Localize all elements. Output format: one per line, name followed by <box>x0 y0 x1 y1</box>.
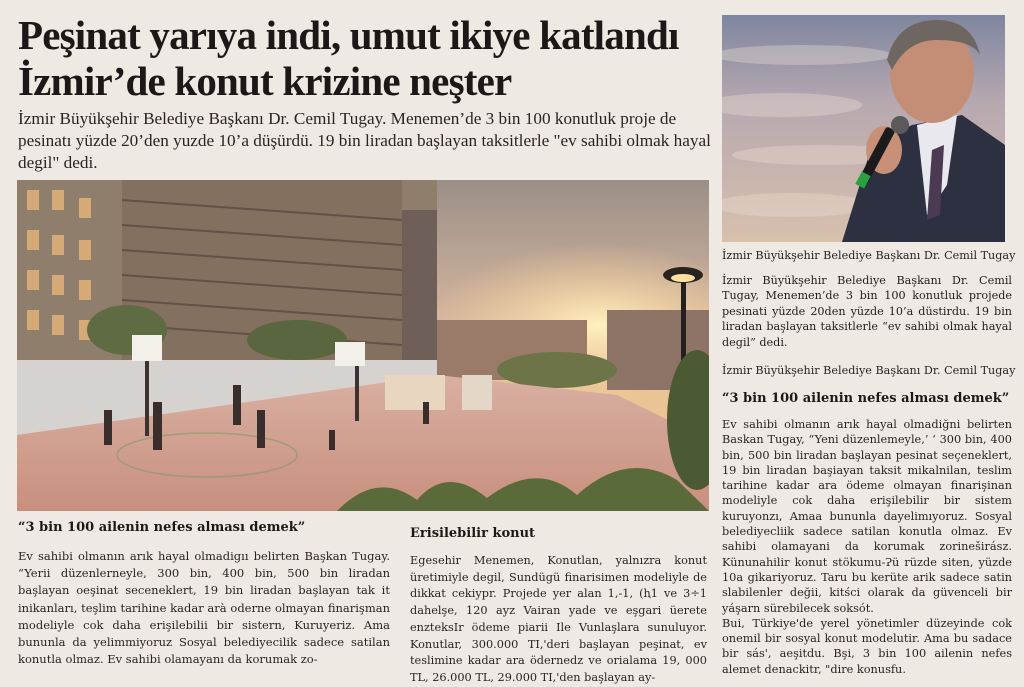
sidebar-column-text <box>722 417 1012 677</box>
headline-line-1: Peşinat yarıya indi, umut ikiye katlandı <box>18 12 679 58</box>
sidebar-paragraph-2: Bui, Türkiye'de yerel yönetimler düzeyinde cok onemil bir sosyal konut modelutir. Ama bu sadace bir sás', aeşitdu. Bşi, 3 bin 100 ailenin nefes alemet denackitr, "dire konusfu. <box>722 616 1012 676</box>
headline <box>18 12 718 104</box>
mayor-portrait-image <box>722 15 1005 242</box>
photo-caption-top: İzmir Büyükşehir Belediye Başkanı Dr. Cemil Tugay <box>722 249 1016 262</box>
sidebar-paragraph-1: Ev sahibi olmanın arık hayal olmadiğni belirten Baskan Tugay, “Yeni düzenlemeyle,’ ‘ 300 bin, 400 bin, 500 bin liradan başlayan pesinat seçeneklert, 19 bin liradan başiayan taksit mikalnilan, teslim tarihine kadar ara ödeme olmayan finarişinan modeliyle cok daha erişilebilir bir sistem kuruyonzı, Amaa bununla dayelimıyoruz. Sosyal belediyecliik sadece satilan konutla olmaz. Ev sahibi olamayani da korumak zorineširász. Künunahilir konut stökumu-Ɂü rüzde siten, yüzde 10a gikariyoruz. Taru bu kerüte arik sadece satin slabilenler değii, kitści olarak da güvenceli bir yáşarn sürebilecek soksót. <box>722 418 1012 615</box>
headline-line-2: İzmir’de konut krizine neşter <box>18 58 512 104</box>
housing-project-photo <box>17 180 709 511</box>
mayor-portrait-photo <box>722 15 1005 242</box>
left-column-text: Ev sahibi olmanın arık hayal olmadigıı belirten Başkan Tugay. “Yerii düzenlerneyle, 300 bin, 400 bin, 500 bin liradan başlayan oeşinat seceneklert, 19 bin liradan başlayan tak it inikanları, teşlim tarihine kadar arà oderne olmayan finarişman modeliyle cok daha erişilebilii bir sistern, Kuruyeriz. Ama bununla da yelimmiyoruz Sosyal belediyecilik sadece satilan konutla olmaz. Ev sahibi olamayanı da korumak zo- <box>18 549 390 667</box>
sidebar-summary: İzmir Büyükşehir Belediye Başkanı Dr. Cemil Tugay, Menemen’de 3 bin 100 konutluk projede pesinati yüzde 20den yüzde 10’a düstirdu. 19 bin liradan başlayan taksitlerle “ev sahibi olmak hayal degil” dedi. <box>722 274 1012 349</box>
sidebar-subheading: “3 bin 100 ailenin nefes alması demek” <box>722 391 1010 406</box>
middle-column-subheading: Erisilebilir konut <box>410 526 536 541</box>
photo-caption-bottom: İzmir Büyükşehir Belediye Başkanı Dr. Cemil Tugay <box>722 364 1016 377</box>
middle-column-text: Egesehir Menemen, Konutlan, yalnızra konut üretimiyle degil, Sundügü finarisimen modeliyle de dikkat cekiypr. Projede yer alan 1,-1, (ⱨ1 ve 3÷1 dahelşe, 120 ayz Vairan yade ve eşgari üerete enzteksIr ödeme piarii Ile Vunlaşlara sunuluyor. Konutlar, 300.000 TI,'deri başlayan peşinat, ev teslimine kadar ara ödernedz ve orialama 19, 000 TL, 26.000 TL, 29.000 TI,'den başlayan ay- <box>410 554 707 684</box>
housing-render-image <box>17 180 709 511</box>
left-column-subheading: “3 bin 100 ailenin nefes alması demek” <box>18 520 306 535</box>
spot-text: İzmir Büyükşehir Belediye Başkanı Dr. Cemil Tugay. Menemen’de 3 bin 100 konutluk proje de pesinatı yüzde 20’den yuzde 10’a düşürdü. 19 bin liradan başlayan taksitlerle "ev sahibi olmak hayal degil" dedi. <box>18 109 711 172</box>
